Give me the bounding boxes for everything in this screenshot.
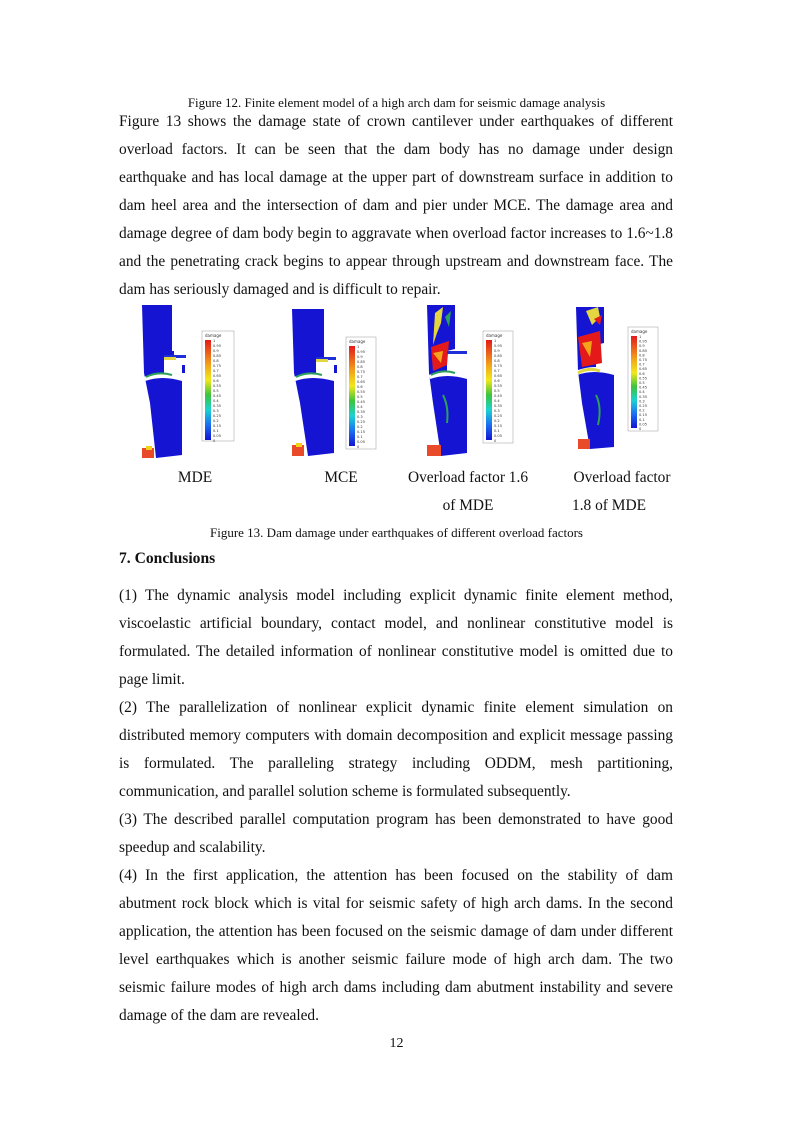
panel-label-mde: MDE bbox=[177, 469, 213, 486]
legend-tick-label: 0.65 bbox=[357, 380, 366, 384]
legend-tick-label: 0.55 bbox=[357, 390, 366, 394]
legend-tick-label: 1 bbox=[494, 339, 497, 343]
dam-contour-mde bbox=[142, 303, 262, 461]
legend-tick-label: 1 bbox=[357, 345, 360, 349]
legend-tick-label: 0.1 bbox=[639, 417, 645, 422]
legend-tick-label: 0.45 bbox=[357, 400, 366, 404]
legend-tick-label: 0.8 bbox=[357, 365, 363, 369]
legend-tick-label: 0.8 bbox=[213, 359, 219, 363]
legend-tick-label: 0.9 bbox=[494, 349, 500, 353]
legend-tick-label: 0 bbox=[357, 445, 360, 449]
dam-contour-overload-1-8 bbox=[572, 303, 692, 453]
legend-tick-label: 0.6 bbox=[494, 379, 500, 383]
legend-tick-label: 0.8 bbox=[494, 359, 500, 363]
legend-tick-label: 0.8 bbox=[639, 353, 645, 358]
legend-tick-label: 0.55 bbox=[494, 384, 503, 388]
legend-tick-label: 0.95 bbox=[357, 350, 366, 354]
legend-tick-label: 0.75 bbox=[494, 364, 503, 368]
legend-tick-label: 0.5 bbox=[494, 389, 500, 393]
legend-tick-label: 0.65 bbox=[639, 367, 648, 372]
conclusions-list bbox=[119, 582, 673, 1030]
legend-tick-label: 0.2 bbox=[639, 408, 645, 413]
svg-text:damage: damage bbox=[631, 329, 648, 334]
figure-13 bbox=[120, 303, 680, 463]
legend-tick-label: 0 bbox=[494, 439, 497, 443]
conclusion-item: (1) The dynamic analysis model including explicit dynamic finite element method, viscoelastic artificial boundary, contact model, and nonlinear constitutive model is formulated. The detailed information of nonlinear constitutive model is omitted due to page limit. bbox=[119, 587, 673, 688]
legend-tick-label: 0.1 bbox=[357, 435, 363, 439]
legend-tick-label: 0.95 bbox=[213, 344, 222, 348]
legend-tick-label: 0.65 bbox=[494, 374, 503, 378]
legend-tick-label: 0.4 bbox=[639, 390, 645, 395]
legend-tick-label: 0.1 bbox=[213, 429, 219, 433]
legend-tick-label: 0.65 bbox=[213, 374, 222, 378]
legend-tick-label: 0.85 bbox=[357, 360, 366, 364]
panel-overload-1-8 bbox=[572, 303, 692, 453]
legend-tick-label: 0.25 bbox=[494, 414, 503, 418]
legend-tick-label: 0.05 bbox=[494, 434, 503, 438]
conclusion-item: (4) In the first application, the attention has been focused on the stability of dam abutment rock block which is vital for seismic safety of high arch dams. In the second application, the attention has been focused on the seismic damage of dam under different level earthquakes which is another seismic failure mode of high arch dam. The two seismic failure modes of high arch dams including dam abutment instability and severe damage of the dam are revealed. bbox=[119, 867, 673, 1024]
legend-tick-label: 1 bbox=[213, 339, 216, 343]
legend-tick-label: 0.55 bbox=[639, 376, 648, 381]
legend-tick-label: 0.95 bbox=[639, 339, 648, 344]
legend-tick-label: 0.5 bbox=[639, 381, 645, 385]
figure-13-caption: Figure 13. Dam damage under earthquakes of different overload factors bbox=[209, 525, 583, 540]
legend-tick-label: 0.35 bbox=[639, 394, 648, 399]
legend-tick-label: 0.4 bbox=[213, 399, 219, 403]
legend-tick-label: 0.75 bbox=[357, 370, 366, 374]
legend-tick-label: 0.15 bbox=[357, 430, 366, 434]
legend-tick-label: 0.85 bbox=[494, 354, 503, 358]
legend-tick-label: 1 bbox=[639, 335, 642, 339]
legend-tick-label: 0 bbox=[213, 439, 216, 443]
legend-tick-label: 0.25 bbox=[639, 404, 648, 408]
dam-contour-overload-1-6 bbox=[425, 303, 545, 461]
legend-tick-label: 0.7 bbox=[494, 369, 500, 373]
legend-tick-label: 0.3 bbox=[639, 399, 645, 404]
legend-tick-label: 0.75 bbox=[213, 364, 222, 368]
legend-tick-label: 0.5 bbox=[357, 395, 363, 399]
legend-tick-label: 0.9 bbox=[357, 355, 363, 359]
panel-label-overload-1-8-line2: 1.8 of MDE bbox=[572, 497, 646, 514]
legend-tick-label: 0.45 bbox=[213, 394, 222, 398]
legend-tick-label: 0.15 bbox=[213, 424, 222, 428]
legend-tick-label: 0.05 bbox=[357, 440, 366, 444]
legend-tick-label: 0.9 bbox=[213, 349, 219, 353]
legend-tick-label: 0.75 bbox=[639, 358, 648, 362]
intro-paragraph: Figure 13 shows the damage state of crown cantilever under earthquakes of different overload factors. It can be seen that the dam body has no damage under design earthquake and has local damage at the upper part of downstream surface in addition to dam heel area and the intersection of dam and pier under MCE. The damage area and damage degree of dam body begin to aggravate when overload factor increases to 1.6~1.8 and the penetrating crack begins to appear through upstream and downstream face. The dam has seriously damaged and is difficult to repair. bbox=[119, 113, 673, 298]
legend-tick-label: 0.35 bbox=[357, 410, 366, 414]
legend-tick-label: 0.1 bbox=[494, 429, 500, 433]
legend-tick-label: 0.6 bbox=[213, 379, 219, 383]
legend-tick-label: 0.3 bbox=[357, 415, 363, 419]
conclusion-item: (2) The parallelization of nonlinear explicit dynamic finite element simulation on distributed memory computers with domain decomposition and explicit message passing is formulated. The paralleling strategy including ODDM, mesh partitioning, communication, and parallel solution scheme is formulated subsequently. bbox=[119, 699, 673, 800]
dam-contour-mce bbox=[290, 303, 410, 461]
svg-text:damage: damage bbox=[486, 333, 503, 338]
legend-tick-label: 0.25 bbox=[213, 414, 222, 418]
legend-tick-label: 0.2 bbox=[494, 419, 500, 423]
legend-tick-label: 0.25 bbox=[357, 420, 366, 424]
legend-tick-label: 0.55 bbox=[213, 384, 222, 388]
legend-tick-label: 0.85 bbox=[639, 348, 648, 353]
panel-overload-1-6 bbox=[425, 303, 545, 461]
legend-tick-label: 0.4 bbox=[357, 405, 363, 409]
legend-tick-label: 0.9 bbox=[639, 344, 645, 349]
panel-label-overload-1-6-line1: Overload factor 1.6 bbox=[407, 469, 529, 486]
legend-tick-label: 0.15 bbox=[639, 413, 648, 418]
panel-mce bbox=[290, 303, 410, 461]
panel-label-mce: MCE bbox=[324, 469, 358, 486]
svg-text:damage: damage bbox=[349, 339, 366, 344]
legend-tick-label: 0.45 bbox=[494, 394, 503, 398]
legend-tick-label: 0.05 bbox=[213, 434, 222, 438]
legend-tick-label: 0.35 bbox=[494, 404, 503, 408]
figure-12-caption: Figure 12. Finite element model of a high arch dam for seismic damage analysis bbox=[187, 95, 606, 110]
panel-mde bbox=[142, 303, 262, 461]
legend-tick-label: 0.6 bbox=[639, 371, 645, 376]
panel-label-overload-1-6-line2: of MDE bbox=[442, 497, 494, 514]
legend-tick-label: 0.6 bbox=[357, 385, 363, 389]
legend-tick-label: 0.7 bbox=[639, 362, 645, 367]
legend-tick-label: 0.7 bbox=[213, 369, 219, 373]
legend-tick-label: 0.95 bbox=[494, 344, 503, 348]
legend-tick-label: 0.45 bbox=[639, 385, 648, 390]
legend-tick-label: 0.35 bbox=[213, 404, 222, 408]
legend-tick-label: 0.05 bbox=[639, 422, 648, 427]
legend-tick-label: 0.4 bbox=[494, 399, 500, 403]
legend-tick-label: 0.3 bbox=[213, 409, 219, 413]
section-heading: 7. Conclusions bbox=[119, 550, 216, 567]
legend-tick-label: 0.2 bbox=[213, 419, 219, 423]
legend-tick-label: 0.2 bbox=[357, 425, 363, 429]
conclusion-item: (3) The described parallel computation program has been demonstrated to have good speedup and scalability. bbox=[119, 811, 673, 856]
legend-tick-label: 0.15 bbox=[494, 424, 503, 428]
legend-tick-label: 0.5 bbox=[213, 389, 219, 393]
svg-text:damage: damage bbox=[205, 333, 222, 338]
legend-tick-label: 0 bbox=[639, 427, 642, 431]
legend-tick-label: 0.3 bbox=[494, 409, 500, 413]
page-number: 12 bbox=[389, 1036, 404, 1051]
panel-label-overload-1-8-line1: Overload factor bbox=[573, 469, 671, 486]
legend-tick-label: 0.85 bbox=[213, 354, 222, 358]
legend-tick-label: 0.7 bbox=[357, 375, 363, 379]
